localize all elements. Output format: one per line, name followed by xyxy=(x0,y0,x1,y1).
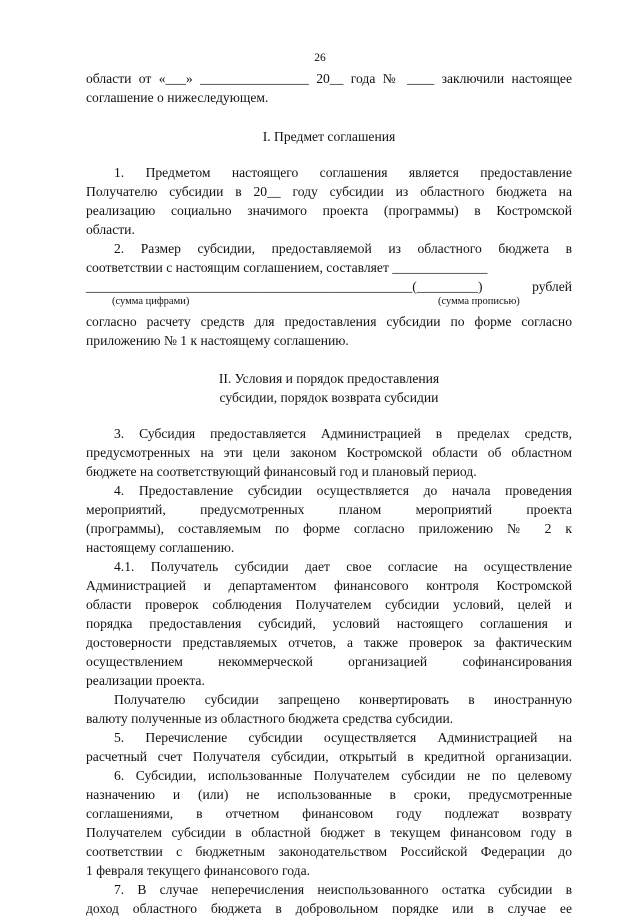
text-line: соглашение о нижеследующем. xyxy=(86,90,269,105)
caption-sum-words: (сумма прописью) xyxy=(438,296,520,307)
text-line: расчетный счет Получателя субсидии, открытый в кредитной организации. xyxy=(86,749,572,764)
text-line: приложению № 1 к настоящему соглашению. xyxy=(86,333,349,348)
text-line: соглашениями, в отчетном финансовом году подлежат возврату xyxy=(86,806,572,821)
text-line: достоверности представляемых отчетов, а также проверок за фактическим xyxy=(86,635,572,650)
text-line: 3. Субсидия предоставляется Администрацией в пределах средств, xyxy=(114,426,572,441)
text-line: области от «___» ________________ 20__ года № ____ заключили настоящее xyxy=(86,71,572,86)
text-line: мероприятий, предусмотренных планом мероприятий проекта xyxy=(86,502,572,517)
text-line: порядка предоставления субсидий, условий настоящего соглашения и xyxy=(86,616,572,631)
text-line: ________________________________________________(_________) рублей xyxy=(86,279,572,294)
text-line: 7. В случае неперечисления неиспользованного остатка субсидии в xyxy=(114,882,572,897)
page-number: 26 xyxy=(314,52,326,64)
text-line: 4.1. Получатель субсидии дает свое согласие на осуществление xyxy=(114,559,572,574)
text-line: настоящему соглашению. xyxy=(86,540,235,555)
text-line: бюджете на соответствующий финансовый год и плановый период. xyxy=(86,464,477,479)
text-line: 2. Размер субсидии, предоставляемой из областного бюджета в xyxy=(114,241,572,256)
text-line: доход областного бюджета в добровольном порядке или в случае ее xyxy=(86,901,572,916)
section-heading: I. Предмет соглашения xyxy=(262,129,396,144)
text-line: области проверок соблюдения Получателем субсидии условий, целей и xyxy=(86,597,572,612)
text-line: 5. Перечисление субсидии осуществляется Администрацией на xyxy=(114,730,572,745)
text-line: соответствии с бюджетным законодательством Российской Федерации до xyxy=(86,844,572,859)
text-line: Получателю субсидии в 20__ году субсидии из областного бюджета на xyxy=(86,184,572,199)
text-line: Администрацией и департаментом финансового контроля Костромской xyxy=(86,578,572,593)
text-line: Получателю субсидии запрещено конвертировать в иностранную xyxy=(114,692,572,707)
text-line: 4. Предоставление субсидии осуществляется до начала проведения xyxy=(114,483,572,498)
text-line: 1 февраля текущего финансового года. xyxy=(86,863,310,878)
text-line: согласно расчету средств для предоставления субсидии по форме согласно xyxy=(86,314,572,329)
text-line: реализацию социально значимого проекта (программы) в Костромской xyxy=(86,203,572,218)
section-heading: субсидии, порядок возврата субсидии xyxy=(219,390,439,405)
caption-sum-digits: (сумма цифрами) xyxy=(112,296,190,307)
text-line: области. xyxy=(86,222,135,237)
text-line: реализации проекта. xyxy=(86,673,205,688)
text-line: 6. Субсидии, использованные Получателем субсидии не по целевому xyxy=(114,768,572,783)
text-line: осуществлением некоммерческой организацией софинансирования xyxy=(86,654,572,669)
section-heading: II. Условия и порядок предоставления xyxy=(218,371,440,386)
text-line: (программы), составляемым по форме согласно приложению № 2 к xyxy=(86,521,572,536)
text-line: Получателем субсидии в областной бюджет в текущем финансовом году в xyxy=(86,825,572,840)
text-line: назначению и (или) не использованные в сроки, предусмотренные xyxy=(86,787,572,802)
text-line: валюту полученные из областного бюджета средства субсидии. xyxy=(86,711,454,726)
text-line: 1. Предметом настоящего соглашения является предоставление xyxy=(114,165,572,180)
text-line: предусмотренных на эти цели законом Костромской области об областном xyxy=(86,445,572,460)
text-line: соответствии с настоящим соглашением, составляет ______________ xyxy=(86,260,488,275)
